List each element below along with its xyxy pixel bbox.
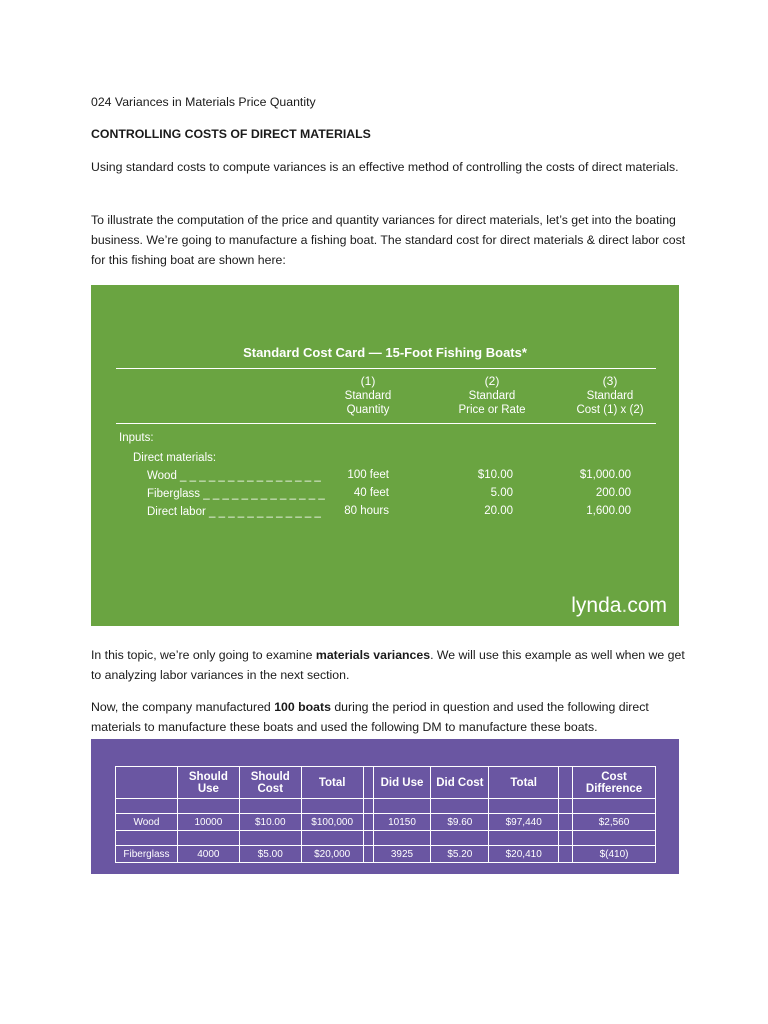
variance-header-cell: Should Use (177, 767, 239, 799)
cost-card-row-qty: 80 hours (344, 505, 389, 517)
cost-card-row-label: Fiberglass _ _ _ _ _ _ _ _ _ _ _ _ _ (147, 488, 325, 500)
variance-data-row (116, 814, 656, 831)
cost-card-col-1-header: (1) Standard Quantity (344, 374, 392, 416)
variance-cell: $9.60 (431, 814, 489, 831)
cost-card-row-label: Direct labor _ _ _ _ _ _ _ _ _ _ _ _ (147, 506, 321, 518)
variance-cell: $10.00 (239, 814, 301, 831)
variance-cell (559, 846, 573, 863)
cost-card-row-label: Wood _ _ _ _ _ _ _ _ _ _ _ _ _ _ _ (147, 470, 321, 482)
cost-card-row-cost: 1,600.00 (586, 505, 631, 517)
document-title: 024 Variances in Materials Price Quantity (91, 95, 316, 109)
variance-cell: 4000 (177, 846, 239, 863)
variance-table-panel (91, 739, 679, 874)
cost-card-row-price: 20.00 (484, 505, 513, 517)
variance-table (115, 766, 656, 863)
variance-cell: $100,000 (301, 814, 363, 831)
cost-card-title: Standard Cost Card — 15-Foot Fishing Boats* (243, 345, 527, 360)
variance-cell: $97,440 (489, 814, 559, 831)
section-heading: CONTROLLING COSTS OF DIRECT MATERIALS (91, 127, 371, 141)
variance-header-cell (116, 767, 178, 799)
variance-header-cell: Total (489, 767, 559, 799)
cost-card-row-price: $10.00 (477, 469, 513, 481)
cost-card-row-qty: 100 feet (347, 469, 389, 481)
variance-cell: $5.00 (239, 846, 301, 863)
variance-cell: 10000 (177, 814, 239, 831)
variance-cell: $20,410 (489, 846, 559, 863)
cost-card-row-qty: 40 feet (353, 487, 389, 499)
variance-data-row (116, 846, 656, 863)
cost-card-top-rule (116, 368, 656, 369)
paragraph-intro: Using standard costs to compute variances is an effective method of controlling the costs of direct materials. (91, 160, 679, 174)
cost-card-col-3-header: (3) Standard Cost (1) x (2) (576, 374, 644, 416)
variance-cell: $(410) (573, 846, 656, 863)
variance-header-cell: Should Cost (239, 767, 301, 799)
paragraph-materials-variances: In this topic, we’re only going to examine materials variances. We will use this example as well when we get to analyzing labor variances in the next section. (91, 648, 685, 682)
variance-header-cell: Cost Difference (573, 767, 656, 799)
variance-cell (363, 846, 373, 863)
cost-card-col-2-header: (2) Standard Price or Rate (458, 374, 526, 416)
cost-card-header-rule (116, 423, 656, 424)
variance-cell: 10150 (373, 814, 431, 831)
cost-card-dm-label: Direct materials: (133, 452, 217, 464)
variance-cell: $5.20 (431, 846, 489, 863)
variance-cell: Wood (116, 814, 178, 831)
variance-header-cell: Did Cost (431, 767, 489, 799)
variance-header-row (116, 767, 656, 799)
variance-cell: $2,560 (573, 814, 656, 831)
standard-cost-card (91, 285, 679, 626)
variance-spacer-row (116, 831, 656, 846)
variance-header-cell: Did Use (373, 767, 431, 799)
variance-cell: Fiberglass (116, 846, 178, 863)
variance-cell: $20,000 (301, 846, 363, 863)
variance-header-cell: Total (301, 767, 363, 799)
variance-spacer-row (116, 799, 656, 814)
cost-card-inputs-label: Inputs: (119, 432, 154, 444)
cost-card-row-cost: 200.00 (595, 487, 631, 499)
variance-cell (559, 814, 573, 831)
cost-card-row-cost: $1,000.00 (579, 469, 631, 481)
variance-header-cell (559, 767, 573, 799)
variance-header-cell (363, 767, 373, 799)
variance-cell (363, 814, 373, 831)
variance-cell: 3925 (373, 846, 431, 863)
paragraph-illustration: To illustrate the computation of the price and quantity variances for direct materials, let’s get into the boating business. We’re going to manufacture a fishing boat. The standard cost for direct materials & direct labor cost for this fishing boat are shown here: (91, 213, 686, 267)
lynda-logo: lynda.com (571, 594, 667, 617)
cost-card-row-price: 5.00 (490, 487, 513, 499)
paragraph-boats-manufactured: Now, the company manufactured 100 boats during the period in question and used the following direct materials to manufacture these boats and used the following DM to manufacture these boats. (91, 700, 649, 734)
